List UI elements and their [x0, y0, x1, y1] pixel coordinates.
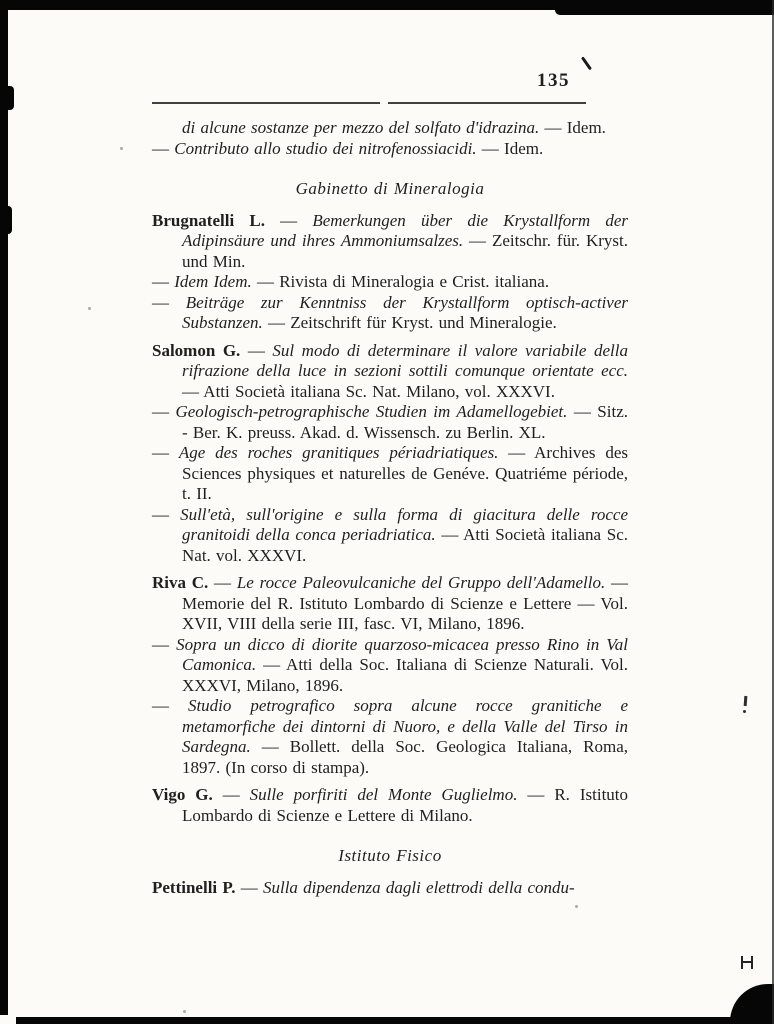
preamble: [152, 118, 628, 159]
entry-segment-italic: Studio petrografico sopra alcune rocce granitiche e metamorfiche dei dintorni di Nuoro, e della Valle del Tirso in Sardegna.: [182, 696, 628, 756]
page-number: 135: [537, 70, 570, 91]
entry-segment-roman: — Atti Società italiana Sc. Nat. vol. XXXVI.: [182, 525, 629, 565]
entry-segment-bold: Salomon G.: [152, 340, 241, 360]
scan-dot: [575, 905, 578, 908]
entry-segment-italic: Sulle porfiriti del Monte Guglielmo.: [249, 785, 518, 804]
scan-edge-left: [0, 0, 8, 1015]
bibliography-entry: [152, 573, 628, 635]
scan-tick-mark: [581, 57, 592, 71]
entry-segment-roman: — Rivista di Mineralogia e Crist. italiana.: [251, 272, 550, 291]
entry-segment-roman: —: [152, 634, 177, 654]
scan-blob: [0, 206, 12, 234]
entry-segment-roman: —: [152, 292, 186, 312]
entry-segment-italic: Bemerkungen über die Krystallform der Adipinsäure und ihres Ammoniumsalzes.: [182, 210, 629, 250]
entry-segment-italic: Sopra un dicco di diorite quarzoso-micacea presso Rino in Val Camonica.: [176, 634, 628, 674]
entry-segment-roman: —: [152, 402, 176, 421]
scan-edge-bottom: [16, 1017, 738, 1024]
entry-segment-roman: —: [240, 340, 273, 360]
entry-continuation: [152, 118, 628, 139]
entry-segment-roman: — Bollett. della Soc. Geologica Italiana, Roma, 1897. (In corso di stampa).: [182, 737, 628, 777]
bibliography-entry: [152, 211, 628, 273]
entry-segment-italic: Le rocce Paleovulcaniche del Gruppo dell'Adamello.: [236, 573, 606, 592]
header-rule-segment: [388, 102, 586, 104]
entry-segment-roman: —: [152, 138, 175, 158]
entry-segment-bold: Riva C.: [152, 573, 209, 592]
bibliography-entry: [152, 443, 628, 505]
entry-segment-roman: — Idem.: [476, 138, 544, 158]
scan-speck: [743, 710, 746, 713]
entry-segment-roman: —: [152, 272, 175, 291]
entry-segment-roman: — R. Istituto Lombardo di Scienze e Lettere di Milano.: [182, 785, 629, 825]
header-rule: [152, 102, 586, 104]
entry-segment-bold: Pettinelli P.: [152, 877, 236, 897]
scan-blob: [0, 560, 6, 680]
bibliography-entry: [152, 272, 628, 293]
bibliography-entry: [152, 785, 628, 826]
header-rule-segment: [152, 102, 380, 104]
scan-edge-top-right: [555, 0, 774, 15]
entry-segment-italic: Contributo allo studio dei nitrofenossiacidi.: [174, 138, 477, 158]
bibliography-entry: [152, 293, 628, 334]
entry-segment-roman: — Atti della Soc. Italiana di Scienze Naturali. Vol. XXXVI, Milano, 1896.: [182, 655, 628, 695]
bibliography-entry: [152, 878, 628, 899]
scan-speck: [744, 696, 747, 706]
entry-segment-roman: — Zeitschr. für. Kryst. und Min.: [182, 231, 629, 271]
sections: [152, 179, 628, 898]
entry-segment-roman: —: [208, 573, 237, 592]
bibliography-entry: [152, 635, 628, 697]
entry-segment-roman: — Zeitschrift für Kryst. und Mineralogie.: [262, 313, 557, 332]
entry-segment-roman: —: [264, 210, 313, 230]
bibliography-entry: [152, 505, 628, 567]
entry-segment-italic: Age des roches granitiques périadriatiques.: [178, 443, 499, 462]
entry-segment-roman: —: [152, 443, 179, 462]
entry-segment-roman: — Atti Società italiana Sc. Nat. Milano, vol. XXXVI.: [182, 381, 555, 401]
entry-segment-italic: Sul modo di determinare il valore variabile della rifrazione della luce in sezioni sottili comunque orientate ecc.: [182, 340, 628, 380]
entry-segment-roman: —: [152, 696, 188, 715]
entry-segment-italic: Geologisch-petrographische Studien im Adamellogebiet.: [175, 402, 568, 421]
scan-dot: [183, 1010, 186, 1013]
entry-segment-roman: — Sitz. - Ber. K. preuss. Akad. d. Wissensch. zu Berlin. XL.: [182, 402, 628, 442]
bibliography-entry: [152, 341, 628, 403]
entry-segment-roman: — Idem.: [539, 118, 606, 137]
bibliography-entry: [152, 402, 628, 443]
scan-dot: [88, 307, 91, 310]
entry-segment-italic: Idem Idem.: [174, 272, 252, 291]
scan-corner-bottom-right: [730, 984, 774, 1024]
entry-segment-italic: Sulla dipendenza dagli elettrodi della condu-: [262, 877, 575, 897]
entry-segment-roman: — Archives des Sciences physiques et naturelles de Genéve. Quatriéme période, t. II.: [182, 443, 629, 503]
scan-dot: [120, 147, 123, 150]
section-heading: Istituto Fisico: [338, 846, 442, 865]
scan-blob: [0, 86, 14, 110]
entry-segment-roman: —: [235, 877, 263, 897]
entry-segment-bold: Brugnatelli L.: [152, 210, 265, 230]
entry-segment-bold: Vigo G.: [152, 785, 213, 804]
section-heading: Gabinetto di Mineralogia: [295, 179, 485, 198]
scan-speck: [741, 956, 753, 969]
bibliography-entry: [152, 696, 628, 778]
entry-segment-roman: —: [152, 504, 181, 524]
bibliography-entry: [152, 139, 628, 160]
entry-segment-roman: — Memorie del R. Istituto Lombardo di Scienze e Lettere — Vol. XVII, VIII della serie III, fasc. VI, Milano, 1896.: [182, 573, 629, 633]
entry-segment-italic: di alcune sostanze per mezzo del solfato d'idrazina.: [182, 118, 540, 137]
page-content: [152, 118, 628, 898]
entry-segment-italic: Beiträge zur Kenntniss der Krystallform optisch-activer Substanzen.: [182, 292, 629, 332]
entry-segment-italic: Sull'età, sull'origine e sulla forma di giacitura delle rocce granitoidi della conca periadriatica.: [180, 504, 629, 544]
entry-segment-roman: —: [212, 785, 250, 804]
